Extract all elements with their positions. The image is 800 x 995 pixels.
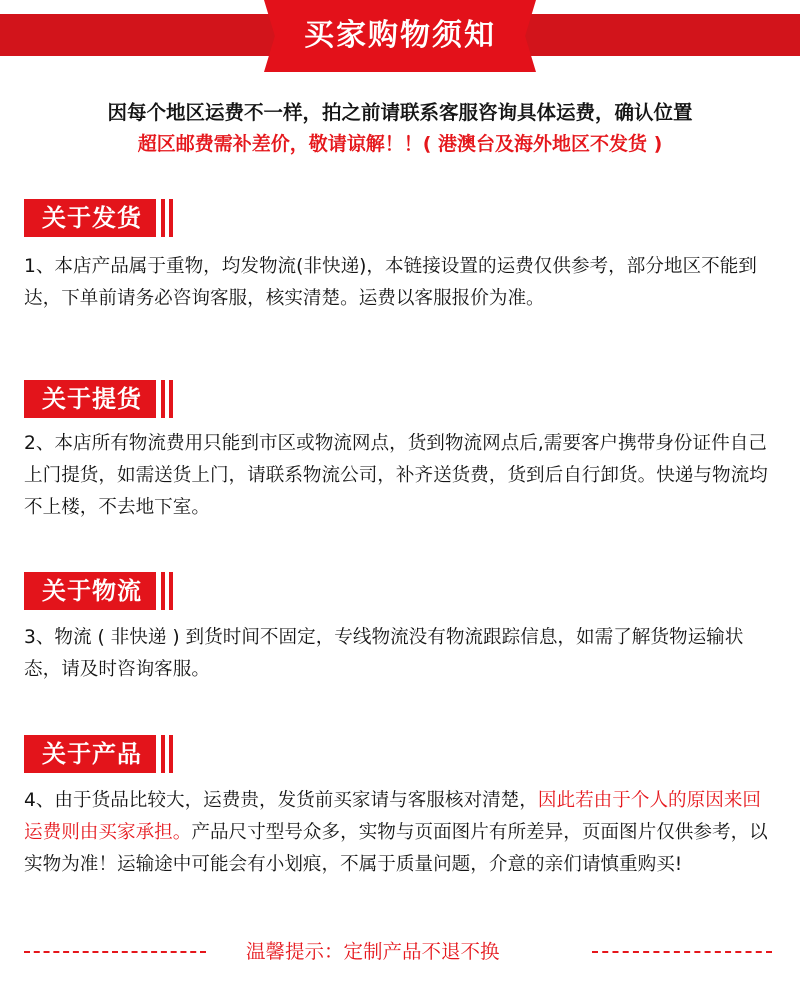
divider-bars [161, 199, 177, 237]
divider-bars [161, 572, 177, 610]
divider-bars [161, 735, 177, 773]
section-text-shipping: 1、本店产品属于重物，均发物流(非快递)，本链接设置的运费仅供参考，部分地区不能到达，下单前请务必咨询客服，核实清楚。运费以客服报价为准。 [24, 256, 757, 309]
footer [0, 934, 800, 970]
page-title: 买家购物须知 [304, 18, 496, 53]
section-header-product [24, 735, 177, 773]
divider-bars [161, 380, 177, 418]
section-text-product [24, 785, 776, 881]
section-header-pickup [24, 380, 177, 418]
section-text-pickup: 2、本店所有物流费用只能到市区或物流网点，货到物流网点后,需要客户携带身份证件自己上门提货，如需送货上门，请联系物流公司，补齐送货费，货到后自行卸货。快递与物流均不上楼，不去地下室。 [24, 433, 768, 518]
product-text-highlight: 因此若由于个人的原因来回运费则由买家承担。 [24, 790, 762, 843]
dashed-divider-left [24, 951, 206, 953]
footer-tip: 温馨提示：定制产品不退不换 [246, 940, 500, 963]
section-title: 关于提货 [24, 380, 156, 418]
product-text-rest: 产品尺寸型号众多，实物与页面图片有所差异，页面图片仅供参考，以实物为准！运输途中可能会有小划痕，不属于质量问题，介意的亲们请慎重购买! [24, 822, 768, 875]
section-title: 关于物流 [24, 572, 156, 610]
section-title: 关于发货 [24, 199, 156, 237]
section-text-logistics: 3、物流 ( 非快递 ) 到货时间不固定，专线物流没有物流跟踪信息，如需了解货物运输状态，请及时咨询客服。 [24, 627, 744, 680]
shipping-notice: 因每个地区运费不一样，拍之前请联系客服咨询具体运费，确认位置 [107, 101, 693, 124]
product-text: 4、由于货品比较大，运费贵，发货前买家请与客服核对清楚， [24, 790, 538, 811]
section-header-shipping [24, 199, 177, 237]
section-header-logistics [24, 572, 177, 610]
dashed-divider-right [592, 951, 772, 953]
shipping-notice-warning: 超区邮费需补差价，敬请谅解！！( 港澳台及海外地区不发货 ) [137, 133, 663, 155]
section-title: 关于产品 [24, 735, 156, 773]
